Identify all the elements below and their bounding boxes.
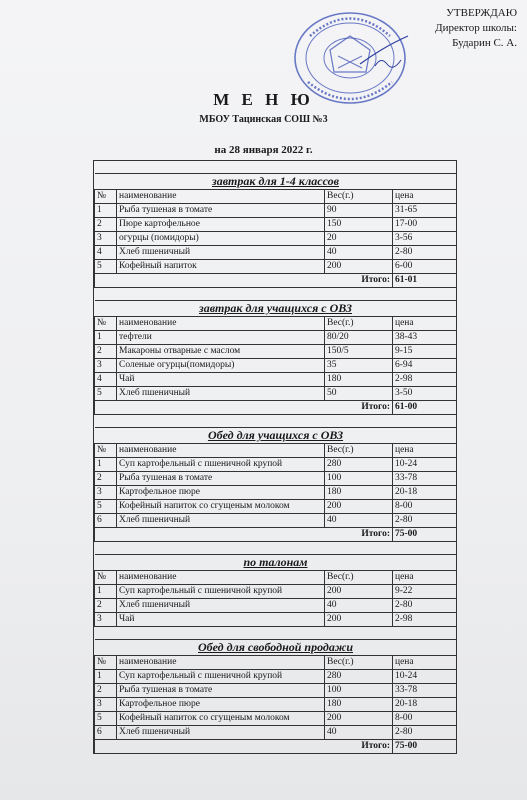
item-weight: 90 (325, 204, 393, 218)
item-price: 33-78 (393, 684, 457, 698)
column-header: цена (393, 317, 457, 331)
menu-item-row (95, 387, 457, 401)
menu-item-row (95, 246, 457, 260)
item-number: 3 (95, 486, 117, 500)
item-name: Суп картофельный с пшеничной крупой (117, 670, 325, 684)
item-price: 8-00 (393, 712, 457, 726)
item-number: 3 (95, 232, 117, 246)
section-total-row (95, 528, 457, 542)
column-header: № (95, 317, 117, 331)
item-price: 10-24 (393, 670, 457, 684)
item-name: Чай (117, 373, 325, 387)
item-number: 2 (95, 472, 117, 486)
section-total-row (95, 740, 457, 754)
menu-item-row (95, 613, 457, 627)
school-name: МБОУ Тацинская СОШ №3 (199, 114, 328, 125)
column-header: цена (393, 190, 457, 204)
item-price: 2-98 (393, 373, 457, 387)
column-header: Вес(г.) (325, 444, 393, 458)
column-header: № (95, 571, 117, 585)
menu-item-row (95, 359, 457, 373)
section-header-row (95, 444, 457, 458)
approval-heading: УТВЕРЖДАЮ (446, 7, 517, 19)
item-price: 2-80 (393, 726, 457, 740)
section-title: Обед для свободной продажи (95, 640, 457, 656)
item-name: Хлеб пшеничный (117, 726, 325, 740)
section-title-row (95, 428, 457, 444)
item-name: Суп картофельный с пшеничной крупой (117, 585, 325, 599)
item-weight: 40 (325, 599, 393, 613)
menu-item-row (95, 585, 457, 599)
menu-item-row (95, 458, 457, 472)
column-header: наименование (117, 317, 325, 331)
item-name: Кофейный напиток со сгущеным молоком (117, 500, 325, 514)
menu-item-row (95, 204, 457, 218)
spacer-cell (95, 627, 457, 640)
menu-grid (94, 161, 457, 754)
item-number: 1 (95, 458, 117, 472)
total-blank (95, 401, 325, 415)
item-price: 6-00 (393, 260, 457, 274)
menu-item-row (95, 260, 457, 274)
spacer-cell (95, 415, 457, 428)
column-header: Вес(г.) (325, 656, 393, 670)
item-number: 3 (95, 613, 117, 627)
item-weight: 40 (325, 246, 393, 260)
menu-item-row (95, 373, 457, 387)
section-title-row (95, 174, 457, 190)
total-label: Итого: (325, 401, 393, 415)
item-number: 1 (95, 670, 117, 684)
item-number: 3 (95, 359, 117, 373)
item-weight: 200 (325, 500, 393, 514)
spacer-cell (95, 161, 457, 174)
item-price: 2-80 (393, 599, 457, 613)
total-blank (95, 740, 325, 754)
section-title: завтрак для учащихся с ОВЗ (95, 301, 457, 317)
item-number: 1 (95, 331, 117, 345)
column-header: наименование (117, 571, 325, 585)
item-number: 1 (95, 204, 117, 218)
menu-item-row (95, 698, 457, 712)
menu-item-row (95, 500, 457, 514)
item-weight: 50 (325, 387, 393, 401)
item-weight: 80/20 (325, 331, 393, 345)
section-spacer (95, 627, 457, 640)
column-header: наименование (117, 190, 325, 204)
spacer-cell (95, 288, 457, 301)
total-label: Итого: (325, 528, 393, 542)
item-name: Чай (117, 613, 325, 627)
menu-item-row (95, 726, 457, 740)
column-header: наименование (117, 656, 325, 670)
item-number: 2 (95, 599, 117, 613)
item-price: 10-24 (393, 458, 457, 472)
item-name: огурцы (помидоры) (117, 232, 325, 246)
item-number: 2 (95, 218, 117, 232)
item-weight: 150 (325, 218, 393, 232)
item-number: 1 (95, 585, 117, 599)
item-weight: 180 (325, 373, 393, 387)
item-number: 5 (95, 712, 117, 726)
item-name: Хлеб пшеничный (117, 387, 325, 401)
column-header: цена (393, 656, 457, 670)
item-name: Пюре картофельное (117, 218, 325, 232)
menu-item-row (95, 472, 457, 486)
page-title: М Е Н Ю (213, 90, 314, 109)
spacer-cell (95, 542, 457, 555)
item-name: Картофельное пюре (117, 698, 325, 712)
item-price: 3-50 (393, 387, 457, 401)
item-number: 6 (95, 726, 117, 740)
item-weight: 180 (325, 486, 393, 500)
section-total-row (95, 274, 457, 288)
menu-item-row (95, 514, 457, 528)
item-number: 2 (95, 684, 117, 698)
section-total-row (95, 401, 457, 415)
menu-item-row (95, 345, 457, 359)
total-label: Итого: (325, 740, 393, 754)
item-price: 9-15 (393, 345, 457, 359)
item-weight: 100 (325, 472, 393, 486)
item-name: Хлеб пшеничный (117, 599, 325, 613)
menu-date: на 28 января 2022 г. (214, 144, 313, 156)
item-price: 2-80 (393, 514, 457, 528)
item-name: Рыба тушеная в томате (117, 472, 325, 486)
item-weight: 200 (325, 260, 393, 274)
section-title: завтрак для 1-4 классов (95, 174, 457, 190)
column-header: Вес(г.) (325, 190, 393, 204)
column-header: цена (393, 571, 457, 585)
item-weight: 35 (325, 359, 393, 373)
section-header-row (95, 190, 457, 204)
menu-item-row (95, 670, 457, 684)
section-spacer (95, 542, 457, 555)
column-header: № (95, 444, 117, 458)
item-number: 3 (95, 698, 117, 712)
item-price: 3-56 (393, 232, 457, 246)
item-name: Картофельное пюре (117, 486, 325, 500)
item-name: Хлеб пшеничный (117, 246, 325, 260)
item-weight: 280 (325, 458, 393, 472)
item-name: Суп картофельный с пшеничной крупой (117, 458, 325, 472)
item-price: 6-94 (393, 359, 457, 373)
item-number: 4 (95, 373, 117, 387)
total-value: 61-01 (393, 274, 457, 288)
section-spacer (95, 161, 457, 174)
column-header: Вес(г.) (325, 571, 393, 585)
item-weight: 200 (325, 585, 393, 599)
item-price: 20-18 (393, 486, 457, 500)
item-weight: 280 (325, 670, 393, 684)
approval-name: Бударин С. А. (452, 37, 517, 49)
menu-item-row (95, 331, 457, 345)
item-price: 31-65 (393, 204, 457, 218)
item-weight: 200 (325, 613, 393, 627)
item-weight: 180 (325, 698, 393, 712)
item-weight: 40 (325, 514, 393, 528)
column-header: № (95, 190, 117, 204)
item-number: 2 (95, 345, 117, 359)
item-number: 5 (95, 387, 117, 401)
item-weight: 200 (325, 712, 393, 726)
item-name: Рыба тушеная в томате (117, 684, 325, 698)
item-price: 20-18 (393, 698, 457, 712)
item-number: 4 (95, 246, 117, 260)
menu-item-row (95, 684, 457, 698)
column-header: № (95, 656, 117, 670)
total-value: 75-00 (393, 740, 457, 754)
item-number: 5 (95, 500, 117, 514)
item-price: 33-78 (393, 472, 457, 486)
item-price: 38-43 (393, 331, 457, 345)
column-header: цена (393, 444, 457, 458)
total-value: 75-00 (393, 528, 457, 542)
menu-item-row (95, 486, 457, 500)
section-spacer (95, 415, 457, 428)
item-number: 5 (95, 260, 117, 274)
item-number: 6 (95, 514, 117, 528)
item-name: Кофейный напиток (117, 260, 325, 274)
section-title: Обед для учащихся с ОВЗ (95, 428, 457, 444)
item-name: Макароны отварные с маслом (117, 345, 325, 359)
section-spacer (95, 288, 457, 301)
menu-table (93, 160, 457, 754)
item-name: Хлеб пшеничный (117, 514, 325, 528)
item-weight: 100 (325, 684, 393, 698)
section-header-row (95, 571, 457, 585)
section-title: по талонам (95, 555, 457, 571)
item-price: 2-98 (393, 613, 457, 627)
item-weight: 20 (325, 232, 393, 246)
menu-item-row (95, 712, 457, 726)
column-header: Вес(г.) (325, 317, 393, 331)
menu-item-row (95, 218, 457, 232)
section-title-row (95, 555, 457, 571)
section-title-row (95, 301, 457, 317)
item-name: тефтели (117, 331, 325, 345)
total-value: 61-00 (393, 401, 457, 415)
item-weight: 150/5 (325, 345, 393, 359)
approval-position: Директор школы: (435, 22, 517, 34)
item-price: 17-00 (393, 218, 457, 232)
total-blank (95, 274, 325, 288)
menu-item-row (95, 232, 457, 246)
item-weight: 40 (325, 726, 393, 740)
item-name: Соленые огурцы(помидоры) (117, 359, 325, 373)
section-title-row (95, 640, 457, 656)
column-header: наименование (117, 444, 325, 458)
item-price: 9-22 (393, 585, 457, 599)
section-header-row (95, 656, 457, 670)
total-blank (95, 528, 325, 542)
section-header-row (95, 317, 457, 331)
item-price: 8-00 (393, 500, 457, 514)
total-label: Итого: (325, 274, 393, 288)
menu-item-row (95, 599, 457, 613)
item-name: Рыба тушеная в томате (117, 204, 325, 218)
item-name: Кофейный напиток со сгущеным молоком (117, 712, 325, 726)
item-price: 2-80 (393, 246, 457, 260)
